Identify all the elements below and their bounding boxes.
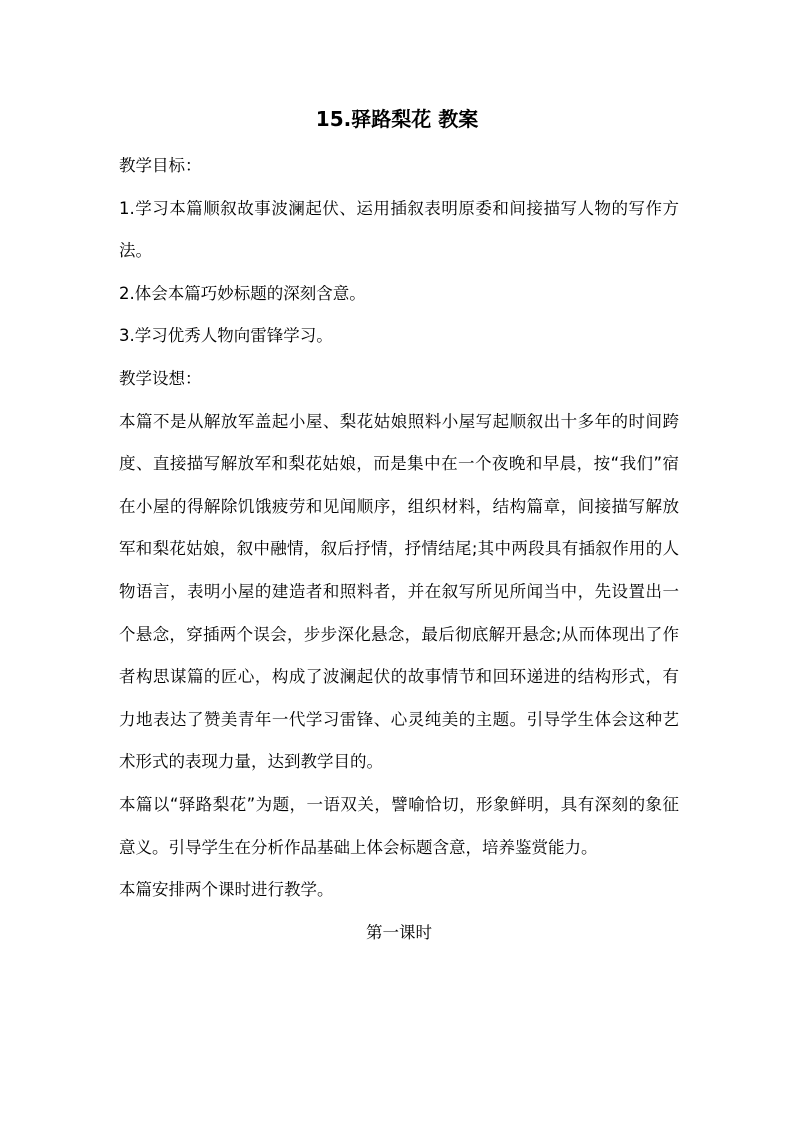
heading-teaching-design: 教学设想： <box>119 368 202 388</box>
goal-item-1: 1.学习本篇顺叙故事波澜起伏、运用插叙表明原委和间接描写人物的写作方法。 <box>119 198 679 261</box>
document-title: 15.驿路梨花 教案 <box>315 107 479 131</box>
design-paragraph-2: 本篇以“驿路梨花”为题，一语双关，譬喻恰切，形象鲜明，具有深刻的象征意义。引导学生在分析作品基础上体会标题含意，培养鉴赏能力。 <box>119 794 679 857</box>
design-paragraph-1: 本篇不是从解放军盖起小屋、梨花姑娘照料小屋写起顺叙出十多年的时间跨度、直接描写解放军和梨花姑娘，而是集中在一个夜晚和早晨，按“我们”宿在小屋的得解除饥饿疲劳和见闻顺序，组织材料，结构篇章，间接描写解放军和梨花姑娘，叙中融情，叙后抒情，抒情结尾;其中两段具有插叙作用的人物语言，表明小屋的建造者和照料者，并在叙写所见所闻当中，先设置出一个悬念，穿插两个误会，步步深化悬念，最后彻底解开悬念;从而体现出了作者构思谋篇的匠心，构成了波澜起伏的故事情节和回环递进的结构形式，有力地表达了赞美青年一代学习雷锋、心灵纯美的主题。引导学生体会这种艺术形式的表现力量，达到教学目的。 <box>119 411 679 772</box>
design-paragraph-3: 本篇安排两个课时进行教学。 <box>119 880 334 900</box>
lesson-heading: 第一课时 <box>366 922 432 942</box>
goal-item-3: 3.学习优秀人物向雷锋学习。 <box>119 326 333 346</box>
goal-item-2: 2.体会本篇巧妙标题的深刻含意。 <box>119 283 366 303</box>
document-body <box>119 145 679 954</box>
heading-teaching-goals: 教学目标： <box>119 156 202 175</box>
